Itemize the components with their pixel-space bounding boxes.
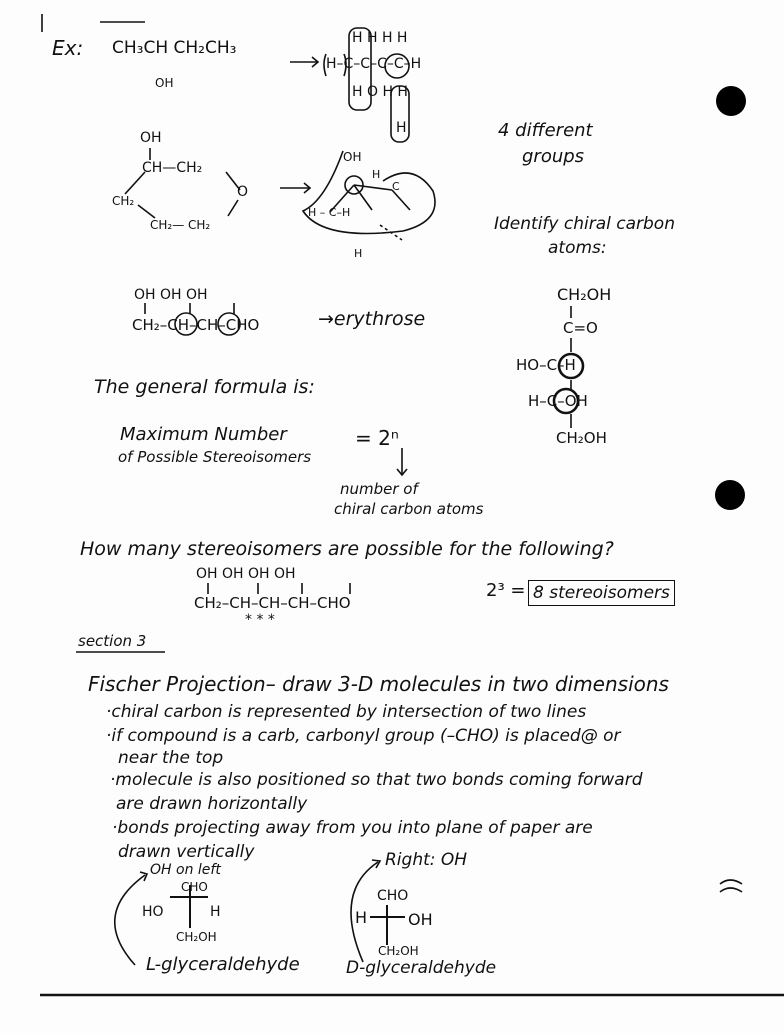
erythrose-oh-row: OH OH OH [134, 287, 208, 303]
max-number-line-2: of Possible Stereoisomers [118, 448, 312, 466]
n-note-line-1: number of [340, 480, 418, 498]
general-formula-label: The general formula is: [94, 376, 315, 398]
answer-power: 2³ = [486, 580, 526, 601]
ring-ch2-left: CH₂ [112, 194, 135, 208]
ring-o: O [237, 184, 249, 200]
fischer-example-co: C=O [563, 319, 598, 337]
ring-ch2-bottom: CH₂— CH₂ [150, 218, 211, 232]
ring3d-h-small: H [354, 247, 363, 260]
example-formula-oh: OH [155, 76, 174, 90]
ring3d-h-c-h: H – C–H [308, 206, 351, 219]
fischer-example-top: CH₂OH [557, 285, 612, 304]
ring-oh: OH [140, 130, 162, 146]
fischer-bullet-4: ·bonds projecting away from you into plane of paper are [112, 818, 593, 838]
d-glyc-note: Right: OH [385, 850, 468, 870]
identify-line-2: atoms: [548, 238, 607, 258]
l-glyc-name: L-glyceraldehyde [146, 954, 300, 975]
fischer-bullet-2: ·if compound is a carb, carbonyl group (–CHO) is placed@ or [106, 726, 621, 746]
d-glyc-oh: OH [408, 910, 433, 929]
fischer-example-row-2: H–C–OH [528, 392, 588, 410]
question-oh-row: OH OH OH OH [196, 566, 296, 582]
fischer-bullet-1: ·chiral carbon is represented by intersection of two lines [106, 702, 587, 722]
fischer-bullet-3: ·molecule is also positioned so that two bonds coming forward [110, 770, 643, 790]
ring3d-oh: OH [343, 150, 362, 164]
fischer-bullet-3-cont: are drawn horizontally [116, 794, 308, 814]
l-glyc-ho: HO [142, 904, 164, 920]
d-glyc-h: H [355, 908, 368, 927]
different-groups-line-1: 4 different [498, 120, 593, 141]
expanded-row-3: H O H H [352, 84, 408, 100]
answer-box: 8 stereoisomers [528, 580, 675, 606]
fischer-bullet-4-cont: drawn vertically [118, 842, 255, 862]
l-glyc-note: OH on left [150, 862, 221, 878]
question-stars: * * * [245, 612, 275, 628]
different-groups-line-2: groups [522, 146, 585, 167]
question-chain: CH₂–CH–CH–CH–CHO [194, 594, 351, 612]
n-note-line-2: chiral carbon atoms [334, 500, 484, 518]
section-title: section 3 [78, 632, 147, 650]
max-number-equals: = 2ⁿ [355, 426, 399, 450]
erythrose-arrow-label: →erythrose [318, 308, 426, 330]
d-glyc-ch2oh: CH₂OH [378, 944, 419, 958]
fischer-bullet-2-cont: near the top [118, 748, 224, 768]
d-glyc-name: D-glyceraldehyde [346, 958, 497, 978]
l-glyc-h: H [210, 904, 221, 920]
d-glyc-cho: CHO [377, 888, 409, 904]
l-glyc-ch2oh: CH₂OH [176, 930, 217, 944]
expanded-row-2: H–C–C–C–C–H [326, 56, 422, 72]
ring3d-c: C [392, 180, 400, 193]
expanded-row-1: H H H H [352, 30, 408, 46]
question-text: How many stereoisomers are possible for the following? [80, 538, 614, 560]
example-formula: CH₃CH CH₂CH₃ [112, 38, 237, 58]
expanded-row-4: H [396, 120, 407, 136]
erythrose-chain: CH₂–CH–CH–CHO [132, 316, 260, 334]
ring-ch-ch2: CH—CH₂ [142, 160, 203, 176]
identify-line-1: Identify chiral carbon [494, 214, 675, 234]
fischer-heading: Fischer Projection– draw 3-D molecules in two dimensions [88, 672, 669, 696]
l-glyc-cho: CHO [181, 880, 208, 894]
ring3d-h: H [372, 168, 381, 181]
example-label: Ex: [52, 36, 84, 60]
max-number-line-1: Maximum Number [120, 424, 287, 445]
fischer-example-bottom: CH₂OH [556, 429, 607, 447]
fischer-example-row-1: HO–C–H [516, 356, 576, 374]
